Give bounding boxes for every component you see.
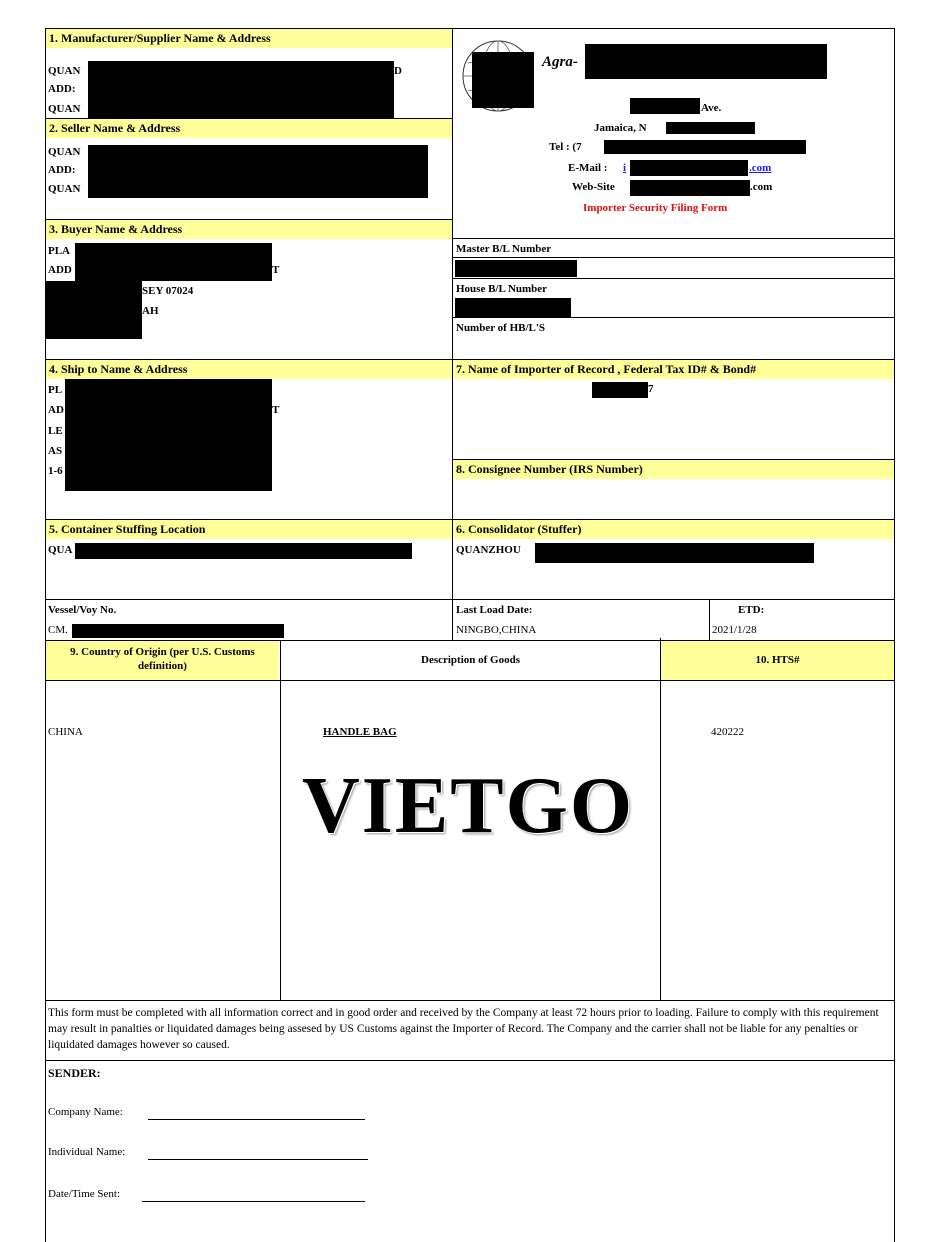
company-website-suffix: .com <box>750 181 773 193</box>
last-load-value: NINGBO,CHINA <box>456 624 537 636</box>
goods-col-divider-2 <box>660 638 661 1000</box>
redaction-block <box>592 382 648 398</box>
section5-bottom <box>45 599 895 600</box>
datetime-sent-label: Date/Time Sent: <box>48 1188 121 1200</box>
section2-header: 2. Seller Name & Address <box>46 119 452 138</box>
section3-line2-tail: T <box>272 264 280 276</box>
redaction-block <box>630 160 748 176</box>
company-city: Jamaica, N <box>594 122 647 134</box>
redaction-block <box>455 260 577 277</box>
company-name-label: Company Name: <box>48 1106 123 1118</box>
section2-line1: QUAN <box>48 146 81 158</box>
section5-value: QUA <box>48 544 73 556</box>
redaction-block <box>585 44 827 79</box>
redaction-block <box>88 61 394 118</box>
vietgo-watermark: VIETGO <box>302 762 635 850</box>
section3-line3-tail: SEY 07024 <box>142 285 194 297</box>
redaction-block <box>46 281 142 339</box>
description-header: Description of Goods <box>421 654 520 666</box>
section3-line4-tail: AH <box>142 305 159 317</box>
section5-header: 5. Container Stuffing Location <box>46 520 452 539</box>
section3-line1: PLA <box>48 245 70 257</box>
section2-line2: ADD: <box>48 164 76 176</box>
etd-divider <box>709 599 710 640</box>
section3-header: 3. Buyer Name & Address <box>46 220 452 239</box>
redaction-block <box>666 122 755 134</box>
datetime-sent-input-line[interactable] <box>142 1201 365 1202</box>
hts-value: 420222 <box>711 726 744 738</box>
section4-line3: LE <box>48 425 63 437</box>
section4-line4: AS <box>48 445 63 457</box>
hbl-count-label: Number of HB/L'S <box>456 322 546 334</box>
section1-line3: QUAN <box>48 103 81 115</box>
redaction-block <box>630 180 750 196</box>
company-tel: Tel : (7 <box>549 141 582 153</box>
section1-header: 1. Manufacturer/Supplier Name & Address <box>46 29 452 48</box>
goods-col-divider-1 <box>280 640 281 1000</box>
redaction-block <box>65 379 272 491</box>
vessel-value: CM. <box>48 624 68 636</box>
section1-line1: QUAN <box>48 65 81 77</box>
redaction-block <box>455 298 571 317</box>
company-email-prefix[interactable]: i <box>623 162 627 174</box>
company-website-label: Web-Site <box>572 181 615 193</box>
sender-title: SENDER: <box>48 1066 101 1080</box>
company-email-suffix[interactable]: .com <box>749 162 772 174</box>
bl-line <box>452 257 895 258</box>
master-bl-label: Master B/L Number <box>456 243 552 255</box>
redaction-block <box>604 140 806 154</box>
etd-label: ETD: <box>738 604 765 616</box>
section4-line5: 1-6 <box>48 465 63 477</box>
redaction-block <box>75 543 412 559</box>
redaction-block <box>472 52 534 108</box>
section8-header: 8. Consignee Number (IRS Number) <box>453 460 894 479</box>
company-name: Agra- <box>542 54 578 70</box>
section6-header: 6. Consolidator (Stuffer) <box>453 520 894 539</box>
company-street: Ave. <box>701 102 722 114</box>
redaction-block <box>88 145 428 198</box>
section4-line2-tail: T <box>272 404 280 416</box>
vessel-label: Vessel/Voy No. <box>48 604 117 616</box>
bl-line <box>452 317 895 318</box>
individual-name-label: Individual Name: <box>48 1146 126 1158</box>
bl-top <box>452 238 895 239</box>
section6-value: QUANZHOU <box>456 544 521 556</box>
redaction-block <box>630 98 700 114</box>
redaction-block <box>75 243 272 281</box>
goods-bottom <box>45 1000 895 1001</box>
house-bl-label: House B/L Number <box>456 283 548 295</box>
company-email-label: E-Mail : <box>568 162 608 174</box>
disclaimer-bottom <box>45 1060 895 1061</box>
goods-header-bottom <box>45 680 895 681</box>
section4-header: 4. Ship to Name & Address <box>46 360 452 379</box>
origin-header: 9. Country of Origin (per U.S. Customs definition) <box>70 646 255 672</box>
company-name-input-line[interactable] <box>148 1119 365 1120</box>
section1-line2: ADD: <box>48 83 76 95</box>
disclaimer-text: This form must be completed with all information correct and in good order and received by the Company at least 72 hours prior to loading. Failure to comply with this requirement may result in panalties or liquidated damages being assesed by US Customs against the Importer of Record. The Company and the carrier shall not be liable for any penalties or liquidated damages however so caused. <box>48 1007 879 1051</box>
section4-line1: PL <box>48 384 63 396</box>
individual-name-input-line[interactable] <box>148 1159 368 1160</box>
section2-line3: QUAN <box>48 183 81 195</box>
last-load-label: Last Load Date: <box>456 604 533 616</box>
origin-value: CHINA <box>48 726 83 738</box>
bl-line <box>452 278 895 279</box>
section7-header: 7. Name of Importer of Record , Federal Tax ID# & Bond# <box>453 360 894 379</box>
hts-header: 10. HTS# <box>755 654 800 666</box>
section3-line2: ADD <box>48 264 72 276</box>
etd-value: 2021/1/28 <box>712 624 757 636</box>
redaction-block <box>72 624 284 638</box>
form-title: Importer Security Filing Form <box>583 202 728 214</box>
section1-line1-tail: D <box>394 65 402 77</box>
column-divider <box>452 28 453 640</box>
section4-line2: AD <box>48 404 64 416</box>
redaction-block <box>535 543 814 563</box>
description-value: HANDLE BAG <box>323 726 397 738</box>
section7-value-tail: 7 <box>648 383 654 395</box>
